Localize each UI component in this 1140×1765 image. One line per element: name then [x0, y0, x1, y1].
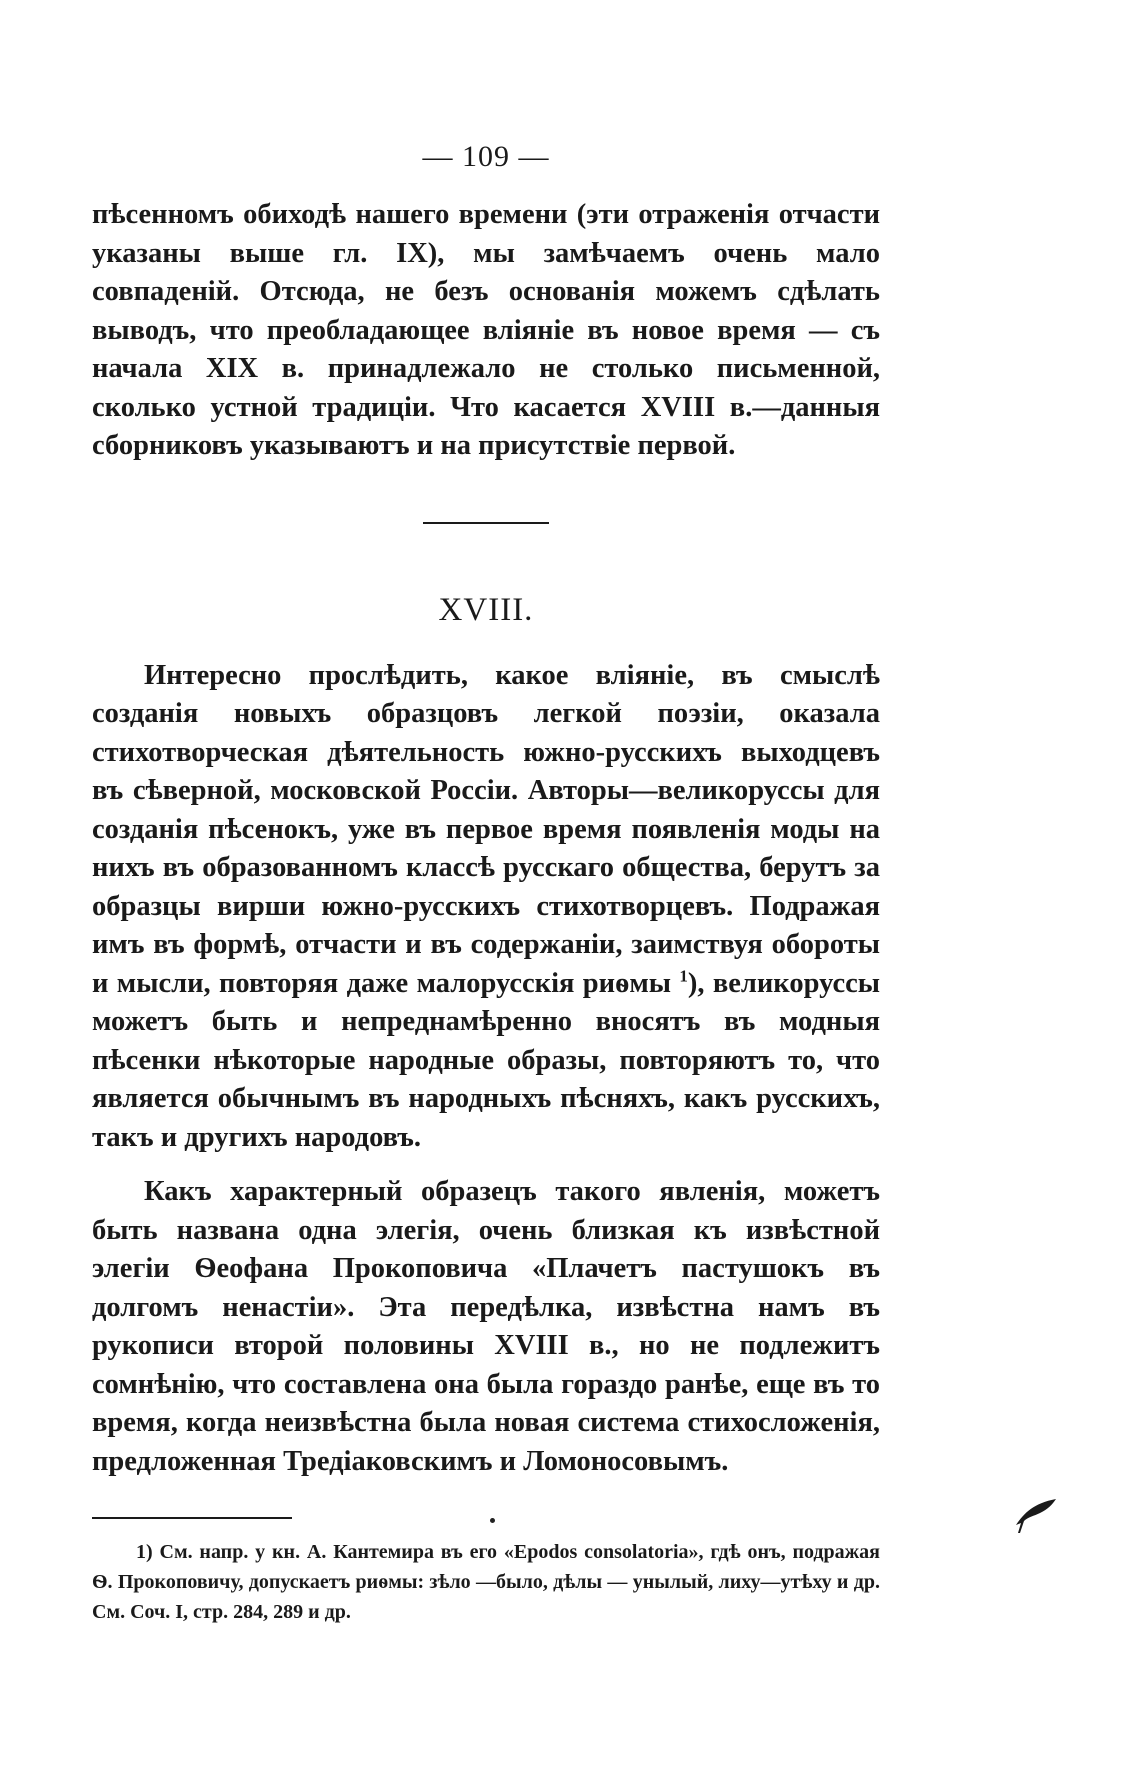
- paragraph-1: пѣсенномъ обиходѣ нашего времени (эти отраженія отчасти указаны выше гл. IX), мы замѣчаемъ очень мало совпаденій. Отсюда, не безъ основанія можемъ сдѣлать выводъ, что преобладающее вліяніе въ новое время — съ начала XIX в. принадлежало не столько письменной, сколько устной традиціи. Что касается XVIII в.—данныя сборниковъ указываютъ и на присутствіе первой.: [92, 199, 880, 461]
- page-number: — 109 —: [422, 140, 550, 173]
- paragraph-3: Какъ характерный образецъ такого явленія, можетъ быть названа одна элегія, очень близкая къ извѣстной элегіи Ѳеофана Прокоповича «Плачетъ пастушокъ въ долгомъ ненастіи». Эта передѣлка, извѣстна намъ въ рукописи второй половины XVIII в., но не подлежитъ сомнѣнію, что составлена она была гораздо ранѣе, еще въ то время, когда неизвѣстна была новая система стихосложенія, предложенная Тредіаковскимъ и Ломоносовымъ.: [92, 1176, 880, 1477]
- paragraph-2-part-1: Интересно прослѣдить, какое вліяніе, въ смыслѣ созданія новыхъ образцовъ легкой поэзіи, оказала стихотворческая дѣятельность южно-русскихъ выходцевъ въ сѣверной, московской Россіи. Авторы—великоруссы для созданія пѣсенокъ, уже въ первое время появленія моды на нихъ въ образованномъ классѣ русскаго общества, берутъ за образцы вирши южно-русскихъ стихотворцевъ. Подражая имъ въ формѣ, отчасти и въ содержаніи, заимствуя обороты и мысли, повторяя даже малорусскія риѳмы: [92, 659, 880, 999]
- paragraph-2-part-2: ), великоруссы можетъ быть и непреднамѣренно вносятъ въ модныя пѣсенки нѣкоторые народные образы, повторяютъ то, что является обычнымъ въ народныхъ пѣсняхъ, какъ русскихъ, такъ и другихъ народовъ.: [92, 967, 880, 1153]
- paragraph-2: [92, 657, 880, 1158]
- footnote-1: 1) См. напр. у кн. А. Кантемира въ его «Epodos consolatoria», гдѣ онъ, подражая Ѳ. Прокоповичу, допускаетъ риѳмы: зѣло —было, дѣлы — унылый, лиху—утѣху и др. См. Соч. I, стр. 284, 289 и др.: [92, 1541, 880, 1623]
- footnote-reference: 1: [679, 966, 688, 985]
- page-body: [92, 140, 880, 1627]
- section-divider: [423, 522, 549, 524]
- section-title: XVIII.: [438, 591, 534, 628]
- ink-blot-mark: [1012, 1495, 1062, 1535]
- ink-dot: [490, 1518, 495, 1523]
- footnote-rule: [92, 1517, 292, 1519]
